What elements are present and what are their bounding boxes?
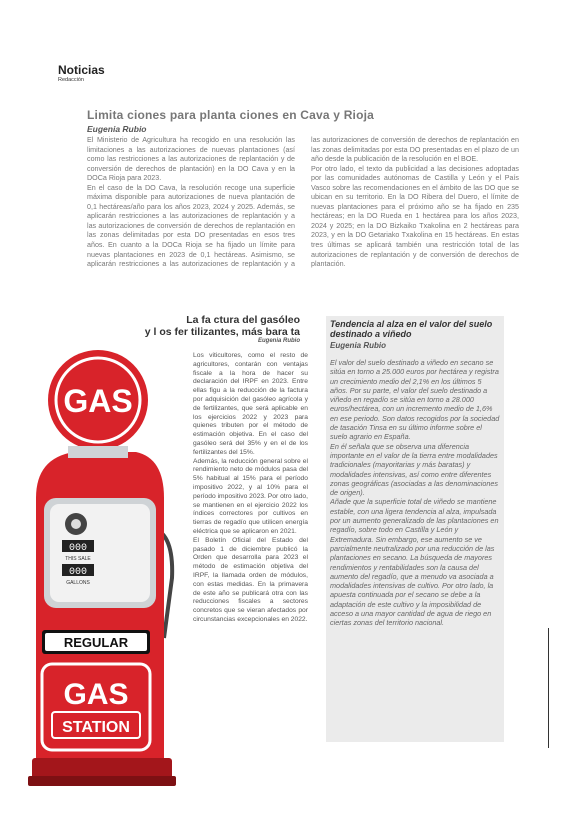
pump-bottom-gas: GAS: [63, 678, 129, 711]
pump-grade: REGULAR: [63, 635, 129, 650]
article1-title: Limita ciones para planta ciones en Cava y Rioja: [87, 108, 375, 122]
article2-paragraph: El Boletín Oficial del Estado del pasado 1 de diciembre publicó la Orden que desarrolla para 2023 el método de estimación objetiva del IRPF, la llamada orden de módulos, con estas medidas. En la primavera de este año se publicará otra con las reducciones fiscales a sectores concretos que se vieran afectados por circunstancias excepcionales en 2022.: [193, 536, 308, 623]
section-header: [58, 64, 105, 84]
section-sub: Redacción: [58, 77, 84, 83]
sidebar-body: [330, 358, 500, 738]
article2-title-line1: La fa ctura del gasóleo: [186, 314, 300, 326]
page-divider-line: [548, 628, 549, 748]
pump-bottom-station: STATION: [62, 719, 130, 736]
pump-top-sign: GAS: [63, 383, 133, 419]
section-name: Noticias: [58, 63, 105, 77]
article1-paragraph: Por otro lado, el texto da publicidad a las decisiones adoptadas por las comunidades autónomas de Castilla y León y el País Vasco sobre las recomendaciones en el ámbito de las DO que se ubican en su territorio. En la DO Ribera del Duero, el límite de nuevas plantaciones para el próximo año se ha fijado en 235 hectáreas; en la DO Rueda en 1 hectárea para los años 2023, 2024 y 2025; en la DO Bizkaiko Txakolina en 2 hectáreas para 2023, y en la DO Getariako Txakolina en 15 hectáreas. En estas tres últimas se aplicará también una restricción total de las autorizaciones de replantación y de conversión de derechos de plantación.: [311, 164, 519, 269]
gas-pump-illustration: [24, 348, 188, 788]
article2-author: Eugenia Rubio: [258, 338, 300, 344]
sidebar-author: Eugenia Rubio: [330, 341, 386, 350]
article2-title-line2: y l os fer tilizantes, más bara ta: [144, 326, 300, 338]
article1-paragraph: El Ministerio de Agricultura ha recogido en una resolución las limitaciones a las autorizaciones de nuevas plantaciones (así como las restricciones a las autorizaciones de replantación y de conversión de derechos de plantación) en la DO Cava y en la DOCa Rioja para 2023.: [87, 136, 295, 183]
sidebar-title: Tendencia al alza en el valor del suelo destinado a viñedo: [330, 319, 493, 339]
article2-title: [120, 314, 300, 338]
article1-author: Eugenia Rubio: [87, 124, 147, 134]
sidebar-box: [326, 316, 504, 742]
article2-paragraph: Los viticultores, como el resto de agricultores, contarán con ventajas fiscale a la hora de hacer su declaración del IRPF en 2023. Entre ellas figu a la reducción de la factura por adquisición del gasóleo agrícola y de fertilizantes, que será aplicable en los ejercicios 2022 y 2023 para quienes tributen por el método de estimación objetiva. En el caso del gasóleo será del 35% y en el de los fertilizantes del 15%.: [193, 352, 308, 456]
pump-label-sale: THIS SALE: [65, 556, 91, 562]
pump-digits-2: 000: [68, 567, 88, 578]
pump-label-gallons: GALLONS: [66, 580, 90, 586]
sidebar-paragraph: El valor del suelo destinado a viñedo en secano se sitúa en torno a 25.000 euros por hectárea y registra un crecimiento medio del 2,1% en los últimos 5 años. Por su parte, el valor del suelo destinado a viñedo en regadío se sitúa en torno a 28.000 euros/hectárea, con un incremento medio de 1,6% en ese periodo. Son datos recogidos por la sociedad de tasación Tinsa en su último informe sobre el suelo agrario en España.: [330, 358, 500, 442]
article2-paragraph: Además, la reducción general sobre el rendimiento neto de módulos pasa del 5% habitual al 15% para el período impositivo 2022, y al 10% para el período impositivo 2023. Por otro lado, se mantienen en el ejercicio 2022 los índices correctores por cultivos en tierras de regadío que utilicen energía eléctrica que se aplicaron en 2021.: [193, 457, 308, 535]
sidebar-paragraph: En él señala que se observa una diferencia importante en el valor de la tierra entre modalidades tradicionales (mayoritarias y más baratas) y modalidades intensivas, así como entre diferentes zonas geográficas (asociadas a las denominaciones de origen).: [330, 441, 499, 498]
article1-paragraph: En el caso de la DO Cava, la resolución recoge una superficie máxima disponible para autorizaciones de nueva plantación de 0,1 hectáreas/año para los años 2023, 2024 y 2025. Además, se aplicarán restricciones a las autorizaciones de replantación y a las autorizaciones de conversión de derechos de replantación en las zonas delimitadas por esta DO presentadas en esos tres años. En cuanto a la DOCa Rioja se ha fijado un límite para nuevas plantaciones en 2023 de 0,1 hectáreas. Asimismo, se aplicarán restricciones a las autorizaciones de replantación y a las autorizaciones de conversión de derechos de replantación en las zonas delimitadas por esta DO presentadas en el plazo de un año desde la publicación de la resolución en el BOE.: [87, 136, 519, 269]
article2-body: [193, 352, 308, 750]
sidebar-paragraph: Añade que la superficie total de viñedo se mantiene estable, con una ligera tendencia al alza, impulsada por un aumento generalizado de las plantaciones en regadío, sobre todo en Castilla y León y Extremadura. Sin embargo, ese aumento se ve parcialmente neutralizado por una reducción de las plantaciones en secano. La búsqueda de mayores rendimientos y rentabilidades son la causa del aumento del regadío, que a menudo va asociada a modalidades intensivas de cultivo. Por otro lado, la apuesta continuada por el secano se debe a la adaptación de este cultivo y la imposibilidad de acceso a una mayor cantidad de agua de riego en ciertas zonas del territorio nacional.: [330, 497, 499, 628]
article1-body: [87, 136, 519, 302]
pump-digits: 000: [68, 543, 88, 554]
